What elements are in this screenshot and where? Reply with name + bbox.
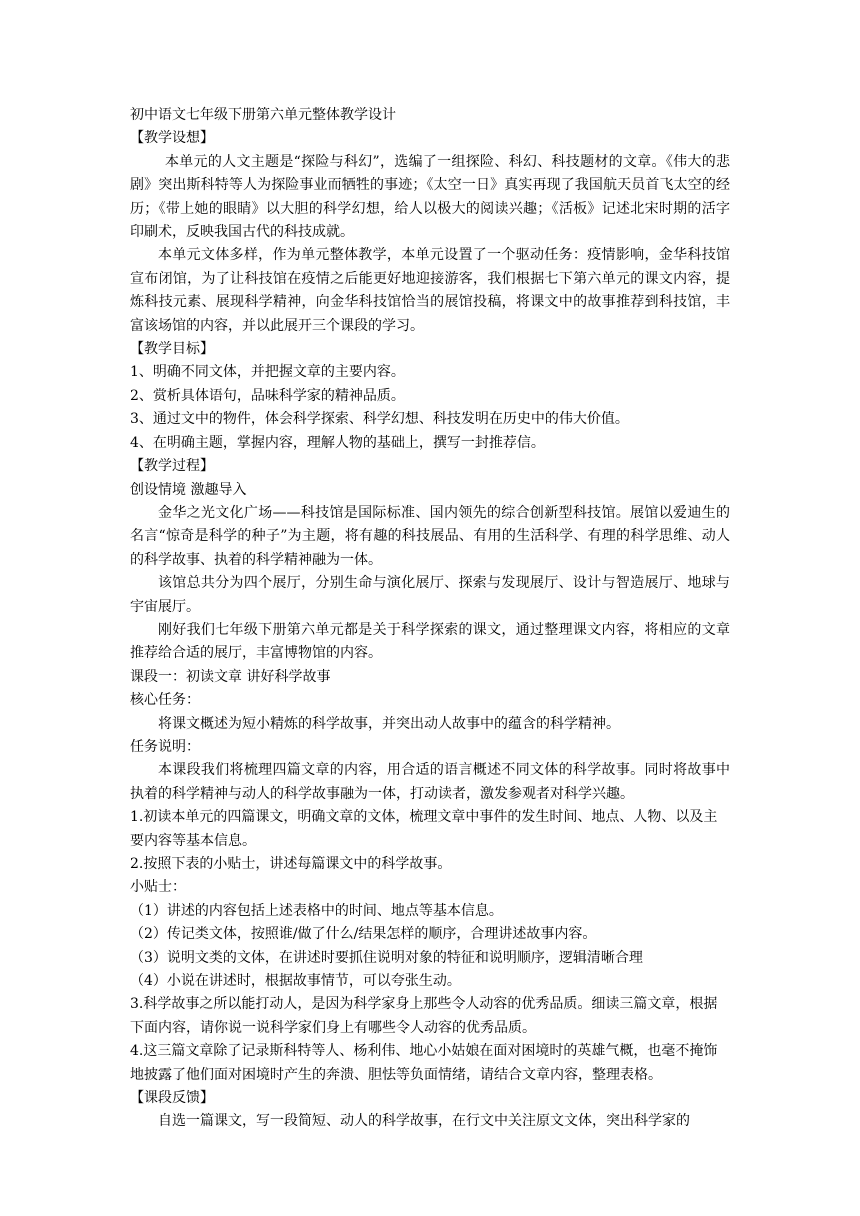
paragraph: 1、明确不同文体，并把握文章的主要内容。 bbox=[130, 364, 405, 381]
paragraph: 4、在明确主题，掌握内容，理解人物的基础上，撰写一封推荐信。 bbox=[130, 434, 545, 451]
paragraph: 金华之光文化广场——科技馆是国际标准、国内领先的综合创新型科技馆。展馆以爱迪生的名言“惊奇是科学的种子”为主题，将有趣的科技展品、有用的生活科学、有理的科学思维、动人的科学故事、执着的科学精神融为一体。 bbox=[130, 504, 730, 568]
paragraph: 将课文概述为短小精炼的科学故事，并突出动人故事中的蕴含的科学精神。 bbox=[158, 715, 620, 732]
document-title: 初中语文七年级下册第六单元整体教学设计 bbox=[130, 107, 396, 123]
paragraph: 刚好我们七年级下册第六单元都是关于科学探索的课文，通过整理课文内容，将相应的文章推荐给合适的展厅，丰富博物馆的内容。 bbox=[130, 621, 730, 662]
paragraph: 4.这三篇文章除了记录斯科特等人、杨利伟、地心小姑娘在面对困境时的英雄气概，也毫不掩饰地披露了他们面对困境时产生的奔溃、胆怯等负面情绪，请结合文章内容，整理表格。 bbox=[130, 1043, 718, 1083]
paragraph: 3、通过文中的物件，体会科学探索、科学幻想、科技发明在历史中的伟大价值。 bbox=[130, 411, 629, 428]
paragraph: （4）小说在讲述时，根据故事情节，可以夸张生动。 bbox=[130, 973, 461, 990]
paragraph: 课段一：初读文章 讲好科学故事 bbox=[130, 668, 331, 685]
paragraph: 2、赏析具体语句，品味科学家的精神品质。 bbox=[130, 387, 405, 404]
paragraph: 本课段我们将梳理四篇文章的内容，用合适的语言概述不同文体的科学故事。同时将故事中执着的科学精神与动人的科学故事融为一体，打动读者，激发参观者对科学兴趣。 bbox=[130, 762, 730, 802]
paragraph: 该馆总共分为四个展厅，分别生命与演化展厅、探索与发现展厅、设计与智造展厅、地球与宇宙展厅。 bbox=[130, 575, 730, 615]
paragraph: 1.初读本单元的四篇课文，明确文章的文体，梳理文章中事件的发生时间、地点、人物、以及主要内容等基本信息。 bbox=[130, 809, 718, 849]
paragraph: （3）说明文类的文体，在讲述时要抓住说明对象的特征和说明顺序，逻辑清晰合理 bbox=[130, 949, 643, 966]
paragraph: 小贴士： bbox=[130, 879, 186, 896]
document-body bbox=[130, 127, 730, 1133]
paragraph: 本单元文体多样，作为单元整体教学，本单元设置了一个驱动任务：疫情影响，金华科技馆宣布闭馆，为了让科技馆在疫情之后能更好地迎接游客，我们根据七下第六单元的课文内容，提炼科技元素、展现科学精神，向金华科技馆恰当的展馆投稿，将课文中的故事推荐到科技馆，丰富该场馆的内容，并以此展开三个课段的学习。 bbox=[130, 247, 730, 334]
paragraph: 创设情境 激趣导入 bbox=[130, 481, 247, 498]
paragraph: 2.按照下表的小贴士，讲述每篇课文中的科学故事。 bbox=[130, 856, 452, 872]
section-heading: 【教学设想】 bbox=[130, 130, 214, 147]
paragraph: 任务说明： bbox=[130, 738, 200, 755]
paragraph: 自选一篇课文，写一段简短、动人的科学故事，在行文中关注原文文体，突出科学家的 bbox=[158, 1113, 690, 1130]
section-heading: 【课段反馈】 bbox=[130, 1090, 214, 1107]
paragraph: 3.科学故事之所以能打动人，是因为科学家身上那些令人动容的优秀品质。细读三篇文章，根据下面内容，请你说一说科学家们身上有哪些令人动容的优秀品质。 bbox=[130, 996, 718, 1036]
paragraph: （1）讲述的内容包括上述表格中的时间、地点等基本信息。 bbox=[130, 902, 503, 919]
paragraph: （2）传记类文体，按照谁/做了什么/结果怎样的顺序，合理讲述故事内容。 bbox=[130, 926, 597, 943]
section-heading: 【教学目标】 bbox=[130, 341, 214, 358]
paragraph: 本单元的人文主题是“探险与科幻”，选编了一组探险、科幻、科技题材的文章。《伟大的悲剧》突出斯科特等人为探险事业而牺牲的事迹；《太空一日》真实再现了我国航天员首飞太空的经历；《带上她的眼睛》以大胆的科学幻想，给人以极大的阅读兴趣；《活板》记述北宋时期的活字印刷术，反映我国古代的科技成就。 bbox=[130, 153, 730, 241]
section-heading: 【教学过程】 bbox=[130, 458, 214, 475]
paragraph: 核心任务： bbox=[130, 692, 200, 709]
document-page bbox=[130, 104, 730, 1134]
